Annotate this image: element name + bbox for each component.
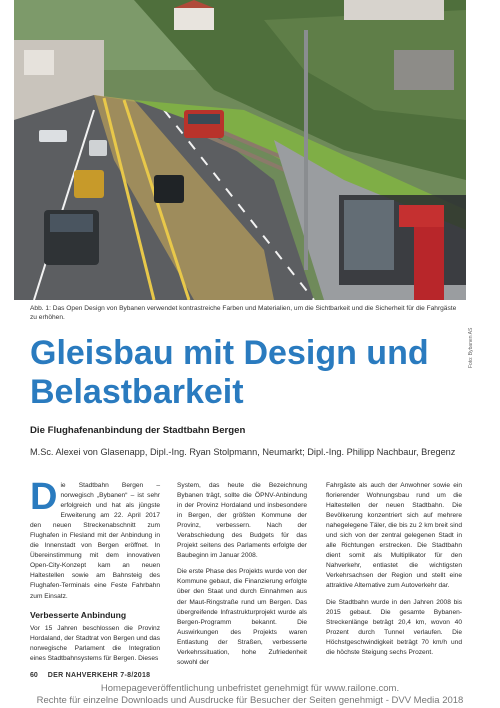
paragraph: System, das heute die Bezeichnung Bybanen trägt, sollte die ÖPNV-Anbindung in der Provinz Hordaland und insbesondere in Bergen, der größten Kommune der Provinz, verbessern. Nach der Verabschiedung des Budgets für das Projekt seitens des Parlaments erfolgte der Baubeginn im Januar 2008. [177,482,307,560]
intro-paragraph [30,476,160,602]
street-tram-illustration [14,0,466,300]
watermark-line: Rechte für einzelne Downloads und Ausdrucke für Besucher der Seiten genehmigt - DVV Media 2018 [36,695,464,706]
page-footer [30,672,150,679]
photo-credit: Foto: Bybanen AS [468,327,474,368]
article-subtitle: Die Flughafenanbindung der Stadtbahn Bergen [30,425,246,436]
body-column-3 [326,481,462,664]
drop-cap: D [30,476,58,518]
hero-photo [14,0,466,300]
paragraph: Die Stadtbahn wurde in den Jahren 2008 bis 2015 gebaut. Die gesamte Bybanen-Streckenlänge beträgt 20,4 km, wovon 40 Prozent durch Tunnel verlaufen. Die Höchstgeschwindigkeit beträgt 70 km/h und die höchste Steigung sechs Prozent. [326,598,462,656]
intro-text: ie Stadtbahn Bergen – norwegisch „Bybanen“ – ist sehr erfolgreich und hat als jüngste Erweiterung am 22. April 2017 den neuen Streckenabschnitt zum Flughafen in Flesland mit der Anbindung in die Innenstadt von Bergen eröffnet. In Übereinstimmung mit dem innovativen Open-City-Konzept kam an neuen Haltestellen sowie am Bahnsteig des Flughafen-Terminals eine Feste Fahrbahn zum Einsatz. [30,482,160,600]
article-authors: M.Sc. Alexei von Glasenapp, Dipl.-Ing. Ryan Stolpmann, Neumarkt; Dipl.-Ing. Philipp Nachbaur, Bregenz [30,447,456,457]
section-heading: Verbesserte Anbindung [30,609,127,620]
body-column-2 [177,481,307,674]
paragraph: Fahrgäste als auch der Anwohner sowie ein florierender Wohnungsbau rund um die Haltestellen der neuen Stadtbahn. Die Bevölkerung konzentriert sich auf mehrere nahegelegene Täler, die bis zu 2 km breit sind und sich von der zentral gelegenen Stadt in alle Richtungen erstrecken. Die Stadtbahn dient somit als Multiplikator für den Nahverkehr, entlastet die wichtigsten Verkehrsachsen der Region und stellt eine attraktive Alternative zum Autoverkehr dar. [326,482,462,590]
permission-watermark [0,683,500,707]
body-column-1 [30,476,160,670]
paragraph: Vor 15 Jahren beschlossen die Provinz Hordaland, der Stadtrat von Bergen und das norwegische Parlament die Integration eines Stadtbahnsystems für Bergen. Dieses [30,624,160,662]
page-number: 60 [30,672,38,679]
article-title: Gleisbau mit Design und Belastbarkeit [30,334,429,411]
watermark-line: Homepageveröffentlichung unbefristet genehmigt für www.railone.com. [100,683,400,694]
figure-caption: Abb. 1: Das Open Design von Bybanen verwendet kontrastreiche Farben und Materialien, um die Sichtbarkeit und die Sicherheit für die Fahrgäste zu erhöhen. [30,305,457,321]
magazine-issue: DER NAHVERKEHR 7-8/2018 [47,672,151,679]
paragraph: Die erste Phase des Projekts wurde von der Kommune gebaut, die Finanzierung erfolgte über den Staat und durch Einnahmen aus der Maut-Ringstraße rund um Bergen. Das übergreifende Infrastrukturprojekt wurde als Bergen-Programm bekannt. Die Auswirkungen des Projekts waren Entlastung der Straßen, verbesserte Verkehrssituation, hohe Zufriedenheit sowohl der [177,568,307,666]
